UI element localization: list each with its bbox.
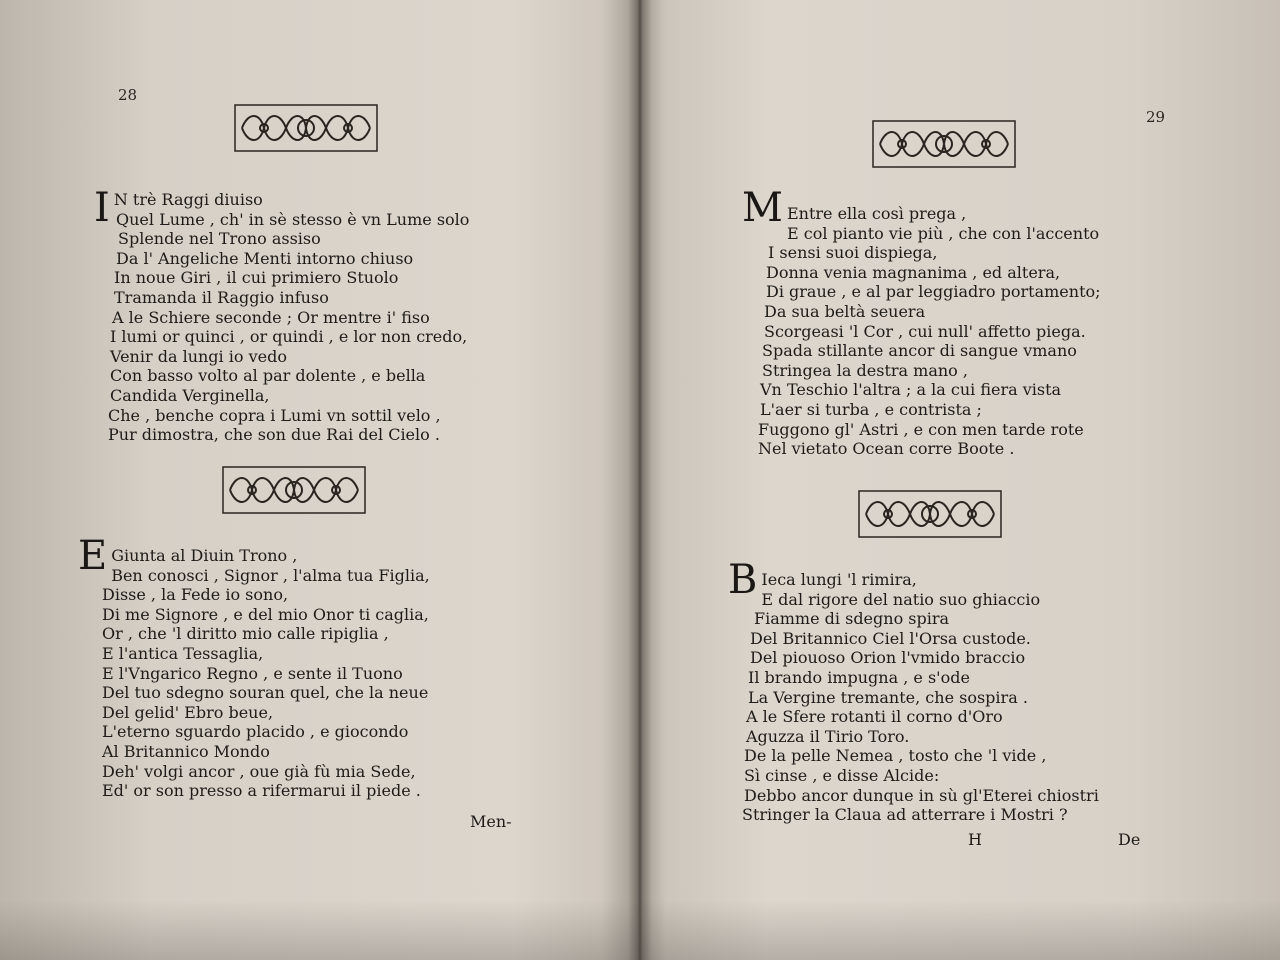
verse-line: Del tuo sdegno souran quel, che la neue [102,683,429,703]
ornament-divider [858,490,1002,538]
verse-line: Ieca lungi 'l rimira, [761,570,917,589]
verse-line: Il brando impugna , e s'ode [748,667,970,687]
verse-line: Donna venia magnanima , ed altera, [766,262,1061,282]
verse-line: Or , che 'l diritto mio calle ripiglia , [102,624,389,644]
verse-line: Splende nel Trono assiso [118,229,321,249]
verse-line: E l'antica Tessaglia, [102,643,264,663]
verse-line: Venir da lungi io vedo [110,346,287,366]
verse-line: Fiamme di sdegno spira [754,609,950,629]
verse-line: Da sua beltà seuera [764,301,926,321]
verse-line: I lumi or quinci , or quindi , e lor non credo, [110,327,468,347]
page-number: 29 [1146,108,1166,126]
verse-line: L'aer si turba , e contrista ; [760,399,982,419]
verse-line: Che , benche copra i Lumi vn sottil velo , [108,405,441,425]
verse-line: Nel vietato Ocean corre Boote . [758,439,1015,459]
verse-line: L'eterno sguardo placido , e giocondo [102,722,409,742]
stanza-1 [94,185,470,445]
ornament-divider [222,466,366,514]
stanza-1 [742,185,1101,459]
verse-line: Fuggono gl' Astri , e con men tarde rote [758,419,1084,439]
verse-line: Disse , la Fede io sono, [102,585,289,605]
signature-mark: H [968,830,982,849]
right-page [644,0,1280,960]
catchword: Men- [470,812,512,831]
left-page [0,0,636,960]
verse-line: Ben conosci , Signor , l'alma tua Figlia, [111,565,430,585]
ornament-headpiece [872,120,1016,168]
verse-line: Di graue , e al par leggiadro portamento; [766,282,1101,302]
verse-line: Stringea la destra mano , [762,360,968,380]
verse-line: Del gelid' Ebro beue, [102,702,274,722]
dropcap: I [94,185,110,231]
dropcap: M [742,185,783,231]
verse-line: Tramanda il Raggio infuso [114,287,329,307]
dropcap: E [78,533,108,579]
catchword: De [1118,830,1141,849]
verse-line: I sensi suoi dispiega, [768,243,938,263]
verse-line: N trè Raggi diuiso [113,190,263,209]
verse-line: Quel Lume , ch' in sè stesso è vn Lume solo [116,209,470,229]
ornament-headpiece [234,104,378,152]
verse-line: Al Britannico Mondo [102,741,270,761]
verse-line: Entre ella così prega , [786,204,967,223]
verse-line: La Vergine tremante, che sospira . [748,687,1028,707]
page-number: 28 [118,86,138,104]
verse-line: Giunta al Diuin Trono , [111,546,298,565]
stanza-2 [78,533,430,801]
verse-line: A le Sfere rotanti il corno d'Oro [746,707,1003,727]
stanza-2 [728,557,1099,825]
verse-line: Aguzza il Tirio Toro. [746,726,910,746]
verse-line: In noue Giri , il cui primiero Stuolo [114,268,399,288]
page-bottom-shadow [0,900,1280,960]
verse-line: Spada stillante ancor di sangue vmano [762,341,1077,361]
verse-line: E col pianto vie più , che con l'accento [786,223,1100,243]
verse-line: E l'Vngarico Regno , e sente il Tuono [102,663,403,683]
verse-line: Sì cinse , e disse Alcide: [744,765,940,785]
verse-line: Debbo ancor dunque in sù gl'Eterei chiostri [744,785,1099,805]
verse-line: Con basso volto al par dolente , e bella [110,366,426,386]
verse-line: Del Britannico Ciel l'Orsa custode. [750,628,1031,648]
verse-line: Stringer la Claua ad atterrare i Mostri ? [742,805,1068,825]
verse-line: De la pelle Nemea , tosto che 'l vide , [744,746,1047,766]
verse-line: A le Schiere seconde ; Or mentre i' fiso [112,307,430,327]
verse-line: Scorgeasi 'l Cor , cui null' affetto piega. [764,321,1086,341]
verse-line: Pur dimostra, che son due Rai del Cielo . [108,425,440,445]
verse-line: Del piouoso Orion l'vmido braccio [750,648,1026,668]
verse-line: Vn Teschio l'altra ; a la cui fiera vista [760,380,1062,400]
verse-line: Candida Verginella, [110,385,270,405]
verse-line: Deh' volgi ancor , oue già fù mia Sede, [102,761,416,781]
verse-line: Da l' Angeliche Menti intorno chiuso [116,248,414,268]
verse-line: Di me Signore , e del mio Onor ti caglia, [102,604,429,624]
verse-line: E dal rigore del natio suo ghiaccio [761,589,1041,609]
verse-line: Ed' or son presso a rifermarui il piede . [102,781,421,801]
dropcap: B [728,557,758,603]
